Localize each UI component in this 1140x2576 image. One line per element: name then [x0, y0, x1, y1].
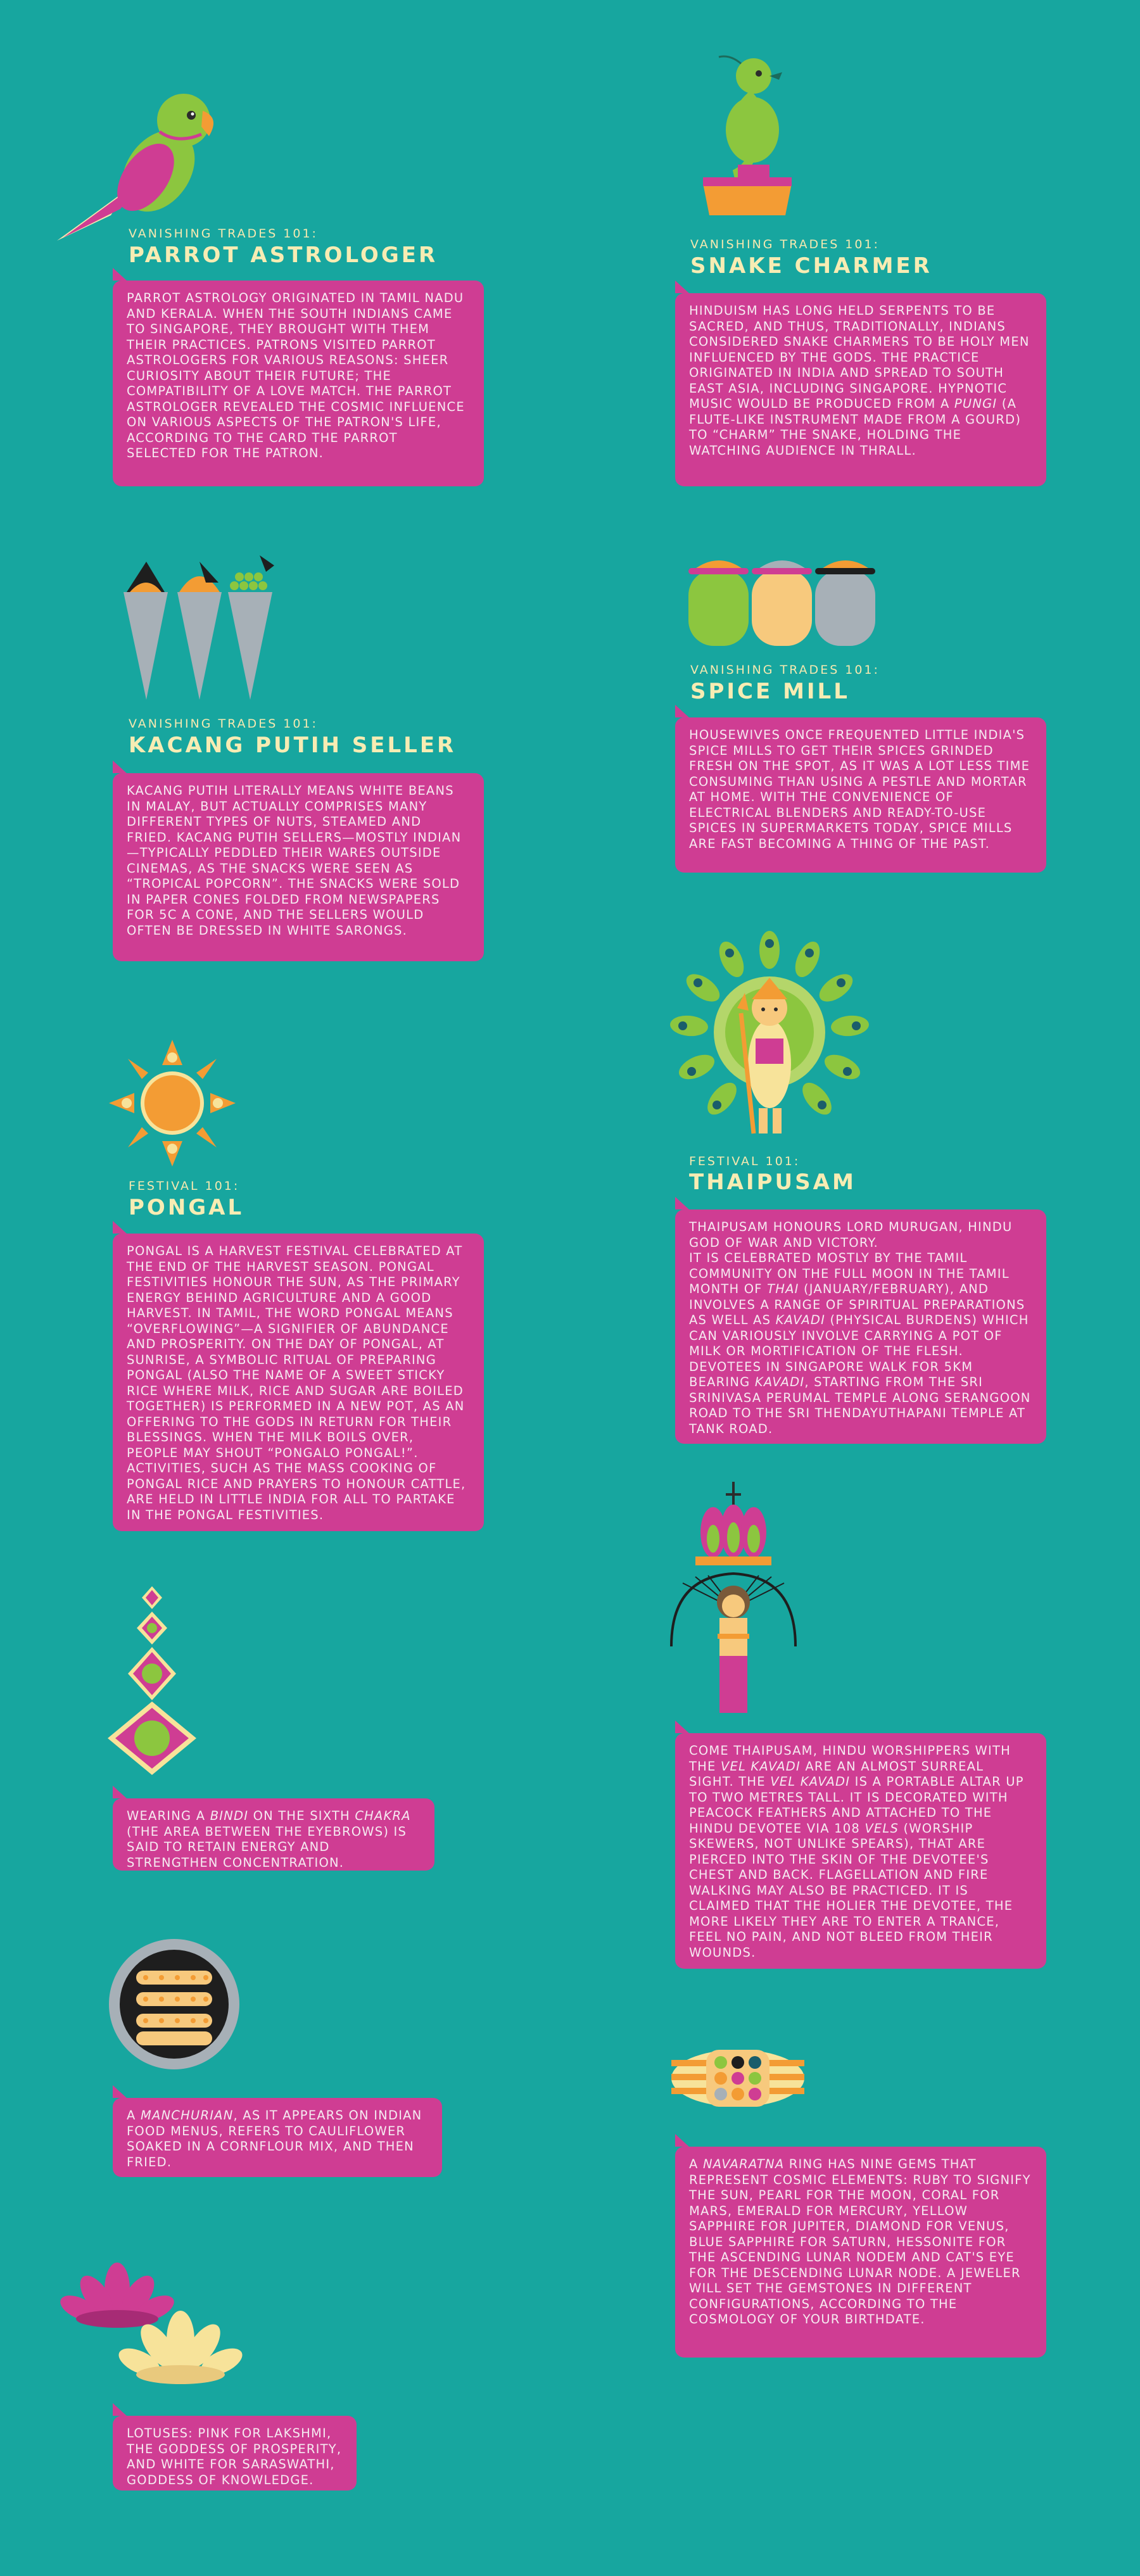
lotus-body: LOTUSES: PINK FOR LAKSHMI, THE GODDESS OF PROSPERITY, AND WHITE FOR SARASWATHI, GODDESS OF KNOWLEDGE. — [127, 2426, 342, 2487]
peacock-devotee-icon — [671, 931, 868, 1140]
navaratna-card — [675, 2147, 1046, 2358]
spice-kicker: VANISHING TRADES 101: — [690, 663, 880, 677]
kacang-kicker: VANISHING TRADES 101: — [129, 717, 318, 731]
thaipusam-body-2: IT IS CELEBRATED MOSTLY BY THE TAMIL COMMUNITY ON THE FULL MOON IN THE TAMIL MONTH OF THAI (JANUARY/FEBRUARY), AND INVOLVES A RANGE OF SPIRITUAL PREPARATIONS AS WELL AS KAVADI (PHYSICAL BURDENS) WHICH CAN VARIOUSLY INVOLVE CARRYING A POT OF MILK OR MORTIFICATION OF THE FLESH. DEVOTEES IN SINGAPORE WALK FOR 5KM BEARING KAVADI, STARTING FROM THE SRI SRINIVASA PERUMAL TEMPLE ALONG SERANGOON ROAD TO THE SRI THENDAYUTHAPANI TEMPLE AT TANK ROAD. — [689, 1251, 1031, 1436]
kavadi-card — [675, 1733, 1046, 1969]
kacang-body: KACANG PUTIH LITERALLY MEANS WHITE BEANS IN MALAY, BUT ACTUALLY COMPRISES MANY DIFFERENT TYPES OF NUTS, STEAMED AND FRIED. KACANG PUTIH SELLERS—MOSTLY INDIAN—TYPICALLY PEDDLED THEIR WARES OUTSIDE CINEMAS, AS THE SNACKS WERE SEEN AS “TROPICAL POPCORN”. THE SNACKS WERE SOLD IN PAPER CONES FOLDED FROM NEWSPAPERS FOR 5C A CONE, AND THE SELLERS WOULD OFTEN BE DRESSED IN WHITE SARONGS. — [127, 783, 462, 938]
manchurian-body: A MANCHURIAN, AS IT APPEARS ON INDIAN FOOD MENUS, REFERS TO CAULIFLOWER SOAKED IN A CORNFLOUR MIX, AND THEN FRIED. — [127, 2108, 422, 2169]
spice-sacks-icon — [687, 554, 877, 646]
pongal-title: PONGAL — [129, 1195, 244, 1220]
thaipusam-card — [675, 1209, 1046, 1444]
parrot-title: PARROT ASTROLOGER — [129, 243, 438, 268]
thaipusam-kicker: FESTIVAL 101: — [689, 1154, 801, 1168]
thaipusam-body-1: THAIPUSAM HONOURS LORD MURUGAN, HINDU GOD OF WAR AND VICTORY. — [689, 1220, 1013, 1250]
snake-charmer-icon — [684, 57, 811, 215]
bindi-card — [113, 1798, 434, 1871]
sun-icon — [109, 1040, 236, 1166]
cauliflower-plate-icon — [108, 1938, 241, 2071]
spice-body: HOUSEWIVES ONCE FREQUENTED LITTLE INDIA'S SPICE MILLS TO GET THEIR SPICES GRINDED FRESH ON THE SPOT, AS IT WAS A LOT LESS TIME CONSUMING THAN USING A PESTLE AND MORTAR AT HOME. WITH THE CONVENIENCE OF ELECTRICAL BLENDERS AND READY-TO-USE SPICES IN SUPERMARKETS TODAY, SPICE MILLS ARE FAST BECOMING A THING OF THE PAST. — [689, 728, 1030, 851]
snake-title: SNAKE CHARMER — [690, 253, 932, 279]
vel-kavadi-icon — [670, 1482, 822, 1716]
navaratna-ring-icon — [671, 2049, 804, 2109]
pongal-card — [113, 1234, 484, 1531]
paper-cones-icon — [124, 554, 276, 700]
lotus-icon — [63, 2261, 241, 2400]
pongal-kicker: FESTIVAL 101: — [129, 1179, 240, 1193]
spice-card — [675, 717, 1046, 873]
manchurian-card — [113, 2098, 442, 2177]
parrot-body: PARROT ASTROLOGY ORIGINATED IN TAMIL NADU AND KERALA. WHEN THE SOUTH INDIANS CAME TO SINGAPORE, THEY BROUGHT WITH THEM THEIR PRACTICES. PATRONS VISITED PARROT ASTROLOGERS FOR VARIOUS REASONS: SHEER CURIOSITY ABOUT THEIR FUTURE; THE COMPATIBILITY OF A LOVE MATCH. THE PARROT ASTROLOGER REVEALED THE COSMIC INFLUENCE ON VARIOUS ASPECTS OF THE PATRON'S LIFE, ACCORDING TO THE CARD THE PARROT SELECTED FOR THE PATRON. — [127, 291, 465, 460]
parrot-card — [113, 281, 484, 486]
kacang-card — [113, 773, 484, 961]
kavadi-body: COME THAIPUSAM, HINDU WORSHIPPERS WITH THE VEL KAVADI ARE AN ALMOST SURREAL SIGHT. THE VEL KAVADI IS A PORTABLE ALTAR UP TO TWO METRES TALL. IT IS DECORATED WITH PEACOCK FEATHERS AND ATTACHED TO THE HINDU DEVOTEE VIA 108 VELS (WORSHIP SKEWERS, NOT UNLIKE SPEARS), THAT ARE PIERCED INTO THE SKIN OF THE DEVOTEE'S CHEST AND BACK. FLAGELLATION AND FIRE WALKING MAY ALSO BE PRACTICED. IT IS CLAIMED THAT THE HOLIER THE DEVOTEE, THE MORE LIKELY THEY ARE TO ENTER A TRANCE, FEEL NO PAIN, AND NOT BLEED FROM THEIR WOUNDS. — [689, 1743, 1024, 1960]
thaipusam-title: THAIPUSAM — [689, 1170, 856, 1195]
lotus-card — [113, 2416, 357, 2491]
parrot-icon — [51, 82, 215, 247]
pongal-body: PONGAL IS A HARVEST FESTIVAL CELEBRATED AT THE END OF THE HARVEST SEASON. PONGAL FESTIVITIES HONOUR THE SUN, AS THE PRIMARY ENERGY BEHIND AGRICULTURE AND A GOOD HARVEST. IN TAMIL, THE WORD PONGAL MEANS “OVERFLOWING”—A SIGNIFIER OF ABUNDANCE AND PROSPERITY. ON THE DAY OF PONGAL, AT SUNRISE, A SYMBOLIC RITUAL OF PREPARING PONGAL (ALSO THE NAME OF A SWEET STICKY RICE WHERE MILK, RICE AND SUGAR ARE BOILED TOGETHER) IS PERFORMED IN A NEW POT, AS AN OFFERING TO THE GODS IN RETURN FOR THEIR BLESSINGS. WHEN THE MILK BOILS OVER, PEOPLE MAY SHOUT “PONGALO PONGAL!”. ACTIVITIES, SUCH AS THE MASS COOKING OF PONGAL RICE AND PRAYERS TO HONOUR CATTLE, ARE HELD IN LITTLE INDIA FOR ALL TO PARTAKE IN THE PONGAL FESTIVITIES. — [127, 1244, 466, 1522]
navaratna-body: A NAVARATNA RING HAS NINE GEMS THAT REPRESENT COSMIC ELEMENTS: RUBY TO SIGNIFY THE SUN, PEARL FOR THE MOON, CORAL FOR MARS, EMERALD FOR MERCURY, YELLOW SAPPHIRE FOR JUPITER, DIAMOND FOR VENUS, BLUE SAPPHIRE FOR SATURN, HESSONITE FOR THE ASCENDING LUNAR NODEM AND CAT'S EYE FOR THE DESCENDING LUNAR NODE. A JEWELER WILL SET THE GEMSTONES IN DIFFERENT CONFIGURATIONS, ACCORDING TO THE COSMOLOGY OF YOUR BIRTHDATE. — [689, 2157, 1031, 2327]
kacang-title: KACANG PUTIH SELLER — [129, 733, 457, 758]
spice-title: SPICE MILL — [690, 679, 850, 704]
snake-card — [675, 293, 1046, 486]
snake-kicker: VANISHING TRADES 101: — [690, 237, 880, 251]
bindi-icon — [108, 1586, 196, 1776]
bindi-body: WEARING A BINDI ON THE SIXTH CHAKRA (THE AREA BETWEEN THE EYEBROWS) IS SAID TO RETAIN ENERGY AND STRENGTHEN CONCENTRATION. — [127, 1809, 411, 1870]
parrot-kicker: VANISHING TRADES 101: — [129, 227, 318, 241]
snake-body: HINDUISM HAS LONG HELD SERPENTS TO BE SACRED, AND THUS, TRADITIONALLY, INDIANS CONSIDERED SNAKE CHARMERS TO BE HOLY MEN INFLUENCED BY THE GODS. THE PRACTICE ORIGINATED IN INDIA AND SPREAD TO SOUTH EAST ASIA, INCLUDING SINGAPORE. HYPNOTIC MUSIC WOULD BE PRODUCED FROM A PUNGI (A FLUTE-LIKE INSTRUMENT MADE FROM A GOURD) TO “CHARM” THE SNAKE, HOLDING THE WATCHING AUDIENCE IN THRALL. — [689, 303, 1030, 458]
